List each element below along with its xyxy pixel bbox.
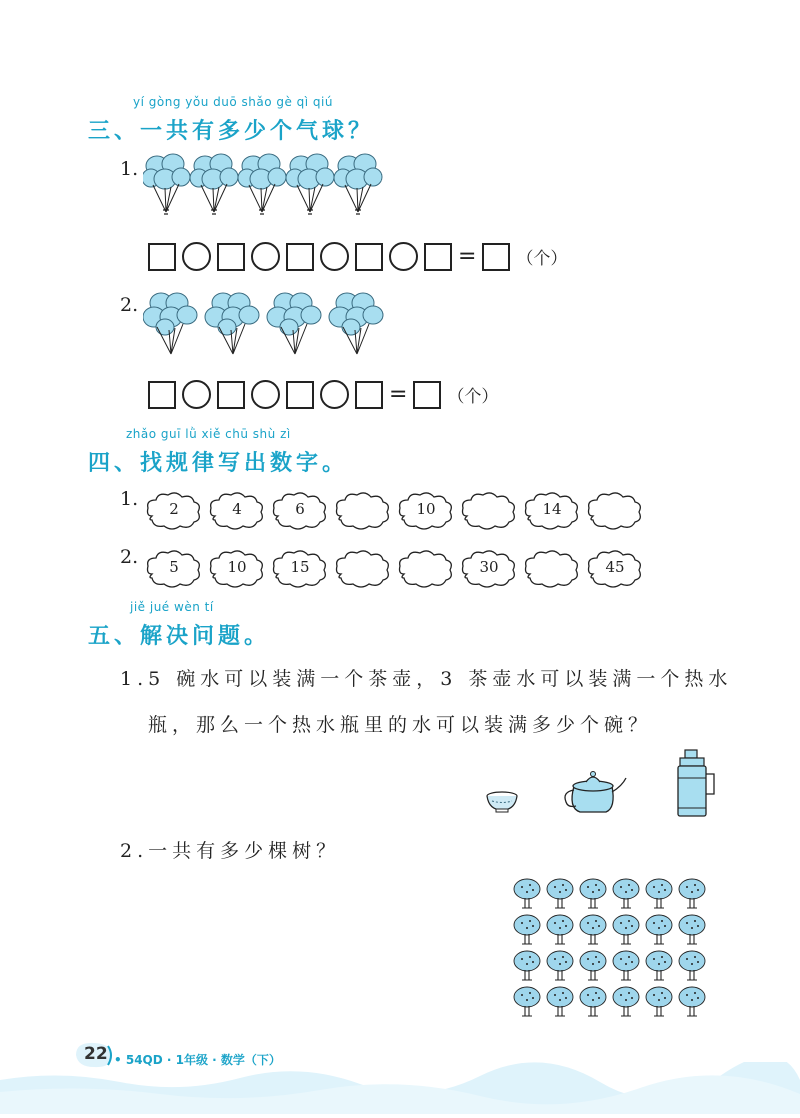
section4-title: 四、找规律写出数字。	[88, 451, 349, 476]
pattern-cloud	[585, 548, 645, 588]
operator-circle[interactable]	[389, 242, 418, 271]
balloons-four-bunches	[143, 290, 393, 362]
cloud-number: 6	[295, 500, 305, 518]
tree-icon	[580, 951, 606, 980]
equals-sign: =	[458, 243, 477, 269]
q1-number: 1.	[120, 158, 139, 180]
unit-label: （个）	[516, 249, 568, 269]
pattern-row1-number: 1.	[120, 488, 139, 510]
pattern-cloud[interactable]	[333, 548, 393, 588]
cloud-number: 10	[416, 500, 436, 518]
cloud-number: 10	[227, 558, 247, 576]
tree-icon	[646, 915, 672, 944]
pattern-cloud	[207, 548, 267, 588]
section4-pinyin: zhǎo guī lǜ xiě chū shù zì	[126, 427, 291, 441]
answer-box[interactable]	[148, 381, 176, 409]
tree-icon	[646, 987, 672, 1016]
cloud-number: 2	[169, 500, 179, 518]
equation-row1	[148, 242, 567, 271]
tree-icon	[613, 879, 639, 908]
thermos-icon	[668, 748, 718, 824]
cloud-number: 15	[290, 558, 310, 576]
tree-icon	[514, 951, 540, 980]
teapot-icon	[560, 768, 630, 820]
tree-icon	[547, 951, 573, 980]
q5-1-line2: 瓶，那么一个热水瓶里的水可以装满多少个碗？	[148, 714, 653, 736]
result-box[interactable]	[413, 381, 441, 409]
pattern-cloud	[270, 490, 330, 530]
unit-label: （个）	[447, 387, 499, 407]
operator-circle[interactable]	[251, 242, 280, 271]
section3-title: 三、一共有多少个气球？	[88, 119, 375, 144]
equals-sign: =	[389, 381, 408, 407]
pattern-cloud	[459, 548, 519, 588]
balloons-five-bunches	[143, 152, 393, 222]
page-number-badge	[72, 1040, 112, 1070]
tree-icon	[613, 915, 639, 944]
tree-icon	[646, 879, 672, 908]
tree-icon	[547, 915, 573, 944]
equation-row2	[148, 380, 498, 409]
pattern-cloud[interactable]	[522, 548, 582, 588]
answer-box[interactable]	[217, 381, 245, 409]
tree-icon	[679, 915, 705, 944]
answer-box[interactable]	[424, 243, 452, 271]
tree-icon	[580, 915, 606, 944]
section5-pinyin: jiě jué wèn tí	[130, 600, 214, 614]
tree-icon	[514, 915, 540, 944]
tree-icon	[613, 951, 639, 980]
q2-number: 2.	[120, 294, 139, 316]
operator-circle[interactable]	[182, 380, 211, 409]
tree-icon	[679, 879, 705, 908]
section3-pinyin: yí gòng yǒu duō shǎo gè qì qiú	[133, 95, 333, 109]
answer-box[interactable]	[148, 243, 176, 271]
answer-box[interactable]	[355, 381, 383, 409]
answer-box[interactable]	[286, 381, 314, 409]
answer-box[interactable]	[217, 243, 245, 271]
pattern-row2-number: 2.	[120, 546, 139, 568]
pattern-cloud[interactable]	[585, 490, 645, 530]
tree-icon	[514, 879, 540, 908]
pattern-row2	[144, 548, 645, 588]
tree-icon	[679, 987, 705, 1016]
q5-2-text: 2.一共有多少棵树？	[120, 840, 341, 862]
q5-1-line1: 1.5 碗水可以装满一个茶壶，3 茶壶水可以装满一个热水	[120, 668, 733, 690]
tree-icon	[514, 987, 540, 1016]
pattern-cloud	[144, 548, 204, 588]
section5-title: 五、解决问题。	[88, 624, 271, 649]
tree-icon	[580, 879, 606, 908]
trees-6x4	[510, 876, 720, 1026]
answer-box[interactable]	[286, 243, 314, 271]
cloud-number: 5	[169, 558, 179, 576]
tree-icon	[580, 987, 606, 1016]
pattern-cloud[interactable]	[333, 490, 393, 530]
tree-icon	[547, 987, 573, 1016]
pattern-cloud[interactable]	[459, 490, 519, 530]
tree-icon	[646, 951, 672, 980]
cloud-number: 4	[232, 500, 242, 518]
balloon-group-row1	[143, 152, 393, 226]
page-number: 22	[84, 1044, 108, 1064]
footer-wave	[0, 1062, 800, 1114]
cloud-number: 45	[605, 558, 625, 576]
operator-circle[interactable]	[251, 380, 280, 409]
pattern-cloud	[144, 490, 204, 530]
balloon-group-row2	[143, 290, 393, 366]
pattern-cloud[interactable]	[396, 548, 456, 588]
operator-circle[interactable]	[320, 242, 349, 271]
result-box[interactable]	[482, 243, 510, 271]
pattern-cloud	[522, 490, 582, 530]
tree-icon	[613, 987, 639, 1016]
operator-circle[interactable]	[182, 242, 211, 271]
pattern-cloud	[270, 548, 330, 588]
answer-box[interactable]	[355, 243, 383, 271]
pattern-cloud	[396, 490, 456, 530]
bowl-icon	[484, 788, 520, 818]
cloud-number: 14	[542, 500, 562, 518]
book-label: • 54QD · 1年级 · 数学（下）	[114, 1053, 281, 1067]
cloud-number: 30	[479, 558, 499, 576]
tree-icon	[679, 951, 705, 980]
tree-icon	[547, 879, 573, 908]
pattern-cloud	[207, 490, 267, 530]
pattern-row1	[144, 490, 645, 530]
tree-grid	[510, 876, 720, 1030]
operator-circle[interactable]	[320, 380, 349, 409]
